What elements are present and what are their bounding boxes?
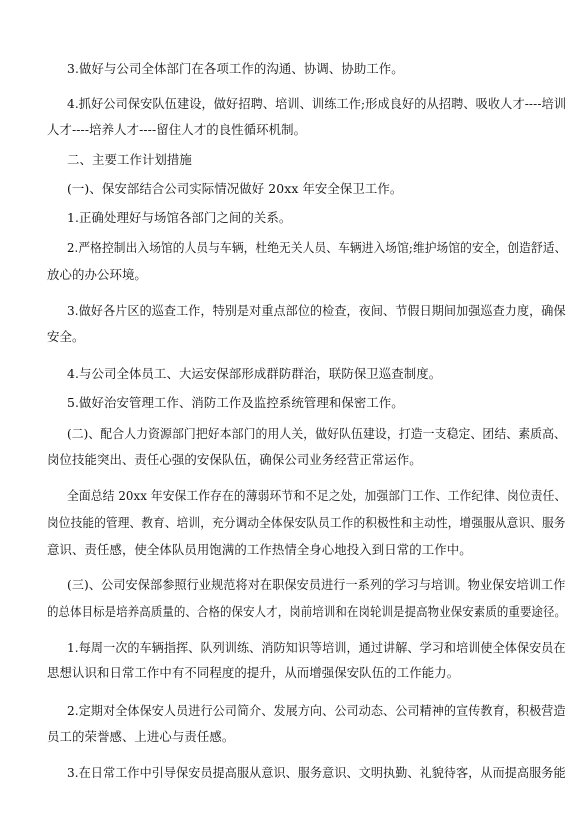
- paragraph-line: 思想认识和日常工作中有不同程度的提升，从而增强保安队伍的工作能力。: [47, 665, 460, 680]
- paragraph-line: 意识、责任感，使全体队员用饱满的工作热情全身心地投入到日常的工作中。: [47, 542, 472, 557]
- paragraph-line: 人才----培养人才----留住人才的良性循环机制。: [47, 122, 307, 137]
- paragraph-line: 员工的荣誉感、上进心与责任感。: [47, 729, 235, 744]
- paragraph-line: 1.正确处理好与场馆各部门之间的关系。: [67, 210, 292, 225]
- paragraph-line: 岗位技能突出、责任心强的安保队伍，确保公司业务经营正常运作。: [47, 452, 422, 467]
- section-heading: 二、主要工作计划措施: [67, 152, 192, 167]
- paragraph-line: 2.定期对全体保安人员进行公司简介、发展方向、公司动态、公司精神的宣传教育，积极营造: [67, 703, 566, 718]
- paragraph-line: 4.抓好公司保安队伍建设，做好招聘、培训、训练工作;形成良好的从招聘、吸收人才----培训: [67, 96, 567, 111]
- paragraph-line: 放心的办公环境。: [47, 267, 147, 282]
- paragraph-line: 3.做好与公司全体部门在各项工作的沟通、协调、协助工作。: [67, 61, 404, 76]
- paragraph-line: 4.与公司全体员工、大运安保部形成群防群治，联防保卫巡查制度。: [67, 366, 442, 381]
- paragraph-line: 全面总结 20xx 年安保工作存在的薄弱环节和不足之处，加强部门工作、工作纪律、岗位责任、: [67, 488, 567, 503]
- paragraph-line: 5.做好治安管理工作、消防工作及监控系统管理和保密工作。: [67, 395, 404, 410]
- paragraph-line: 岗位技能的管理、教育、培训，充分调动全体保安队员工作的积极性和主动性，增强服从意识、服务: [47, 515, 566, 530]
- paragraph-line: 2.严格控制出入场馆的人员与车辆，杜绝无关人员、车辆进入场馆;维护场馆的安全，创造舒适、: [67, 240, 567, 255]
- subsection-heading: (三)、公司安保部参照行业规范将对在职保安员进行一系列的学习与培训。物业保安培训工作: [67, 577, 566, 592]
- subsection-heading: (二)、配合人力资源部门把好本部门的用人关，做好队伍建设，打造一支稳定、团结、素质高、: [67, 426, 566, 441]
- paragraph-line: 的总体目标是培养高质量的、合格的保安人才，岗前培训和在岗轮训是提高物业保安素质的重要途径。: [47, 604, 567, 619]
- paragraph-line: 1.每周一次的车辆指挥、队列训练、消防知识等培训，通过讲解、学习和培训使全体保安员在: [67, 640, 566, 655]
- paragraph-line: 3.做好各片区的巡查工作，特别是对重点部位的检查，夜间、节假日期间加强巡查力度，确保: [67, 303, 566, 318]
- subsection-heading: (一)、保安部结合公司实际情况做好 20xx 年安全保卫工作。: [67, 181, 403, 196]
- paragraph-line: 安全。: [47, 329, 85, 344]
- paragraph-line: 3.在日常工作中引导保安员提高服从意识、服务意识、文明执勤、礼貌待客，从而提高服务能: [67, 765, 566, 780]
